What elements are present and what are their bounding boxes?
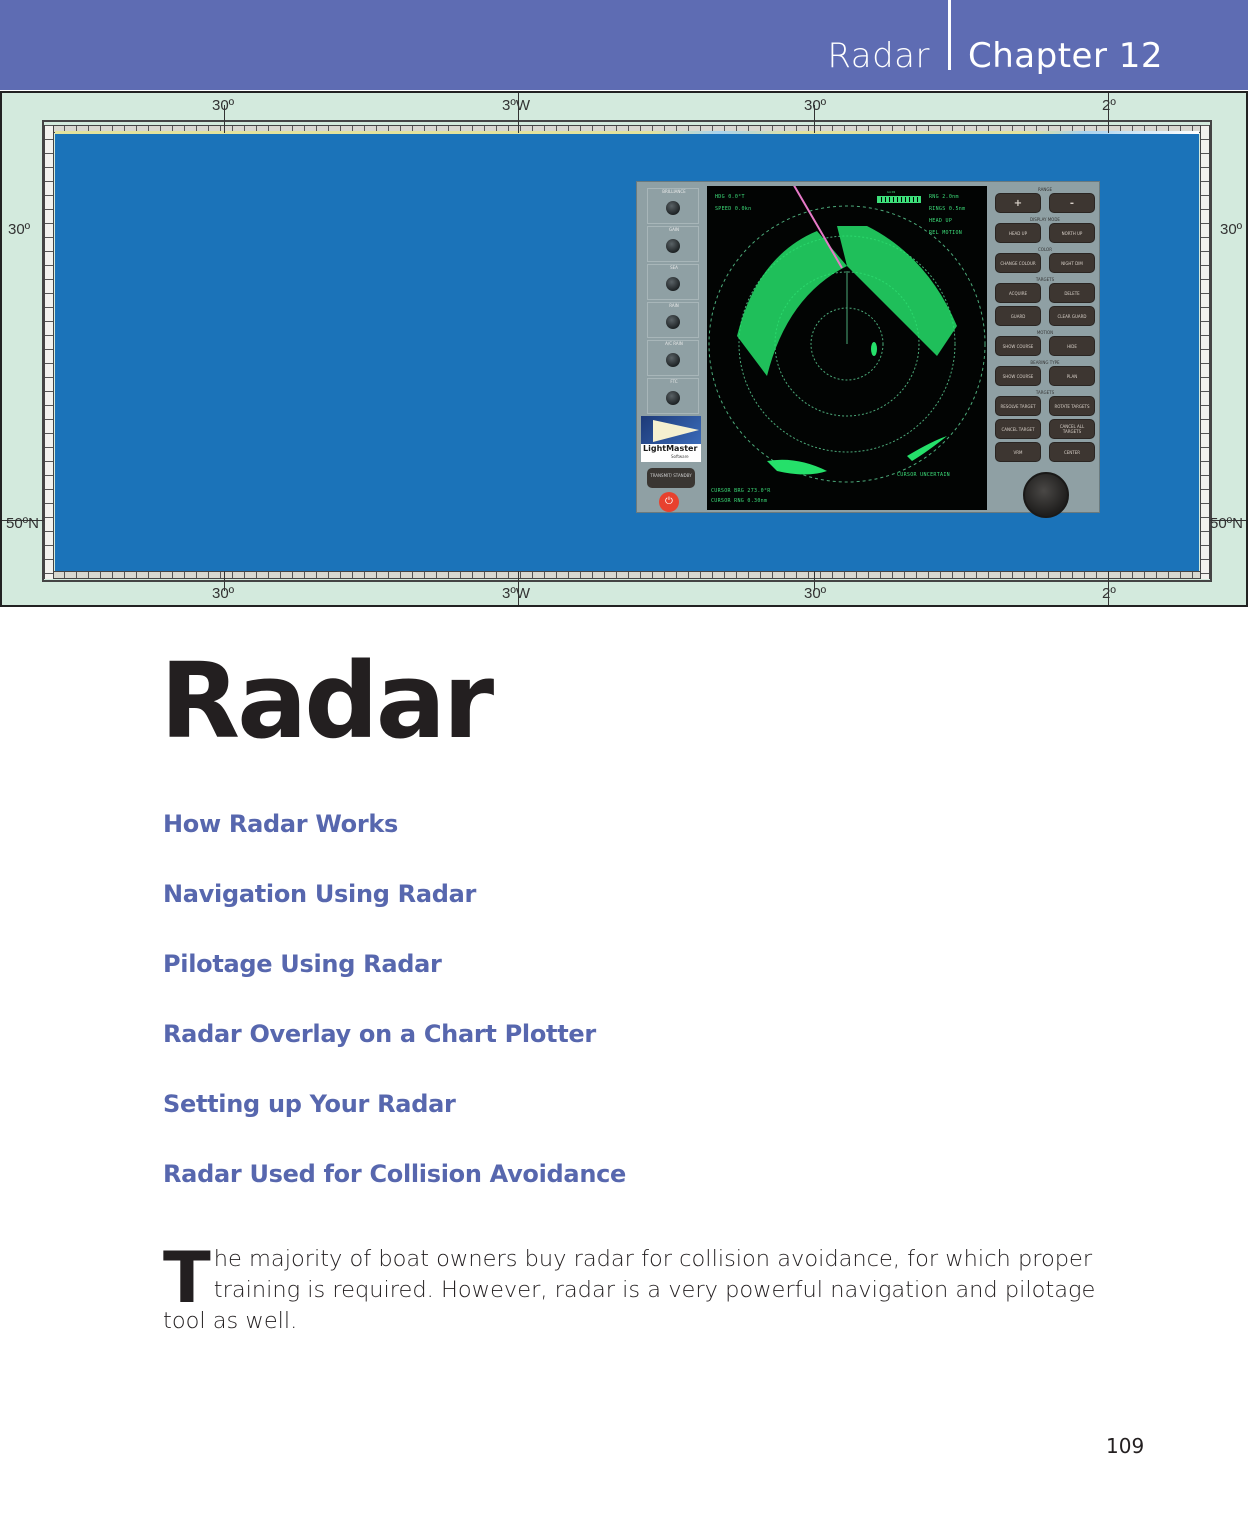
toc-item-pilotage-using-radar[interactable]: Pilotage Using Radar — [163, 950, 442, 978]
knob-icon — [666, 239, 680, 253]
chart-label-right-1: 30º — [1220, 221, 1243, 238]
logo-sub: Software — [671, 454, 689, 459]
toc-item-radar-overlay[interactable]: Radar Overlay on a Chart Plotter — [163, 1020, 596, 1048]
chapter-contents — [163, 808, 863, 1228]
chapter-figure — [0, 91, 1248, 607]
logo-name: LightMaster — [643, 444, 698, 453]
knob-label: FTC — [670, 379, 678, 384]
intro-text: he majority of boat owners buy radar for collision avoidance, for which proper training is required. However, radar is a very powerful navigation and pilotage tool as well. — [163, 1246, 1096, 1334]
chart-label-top-1: 30º — [212, 97, 235, 114]
status-readout: CURSOR UNCERTAIN — [897, 472, 950, 478]
resolve-target-button[interactable]: RESOLVE TARGET — [995, 396, 1041, 416]
chapter-title: Radar — [160, 640, 492, 762]
toc-item-collision-avoidance[interactable]: Radar Used for Collision Avoidance — [163, 1160, 627, 1188]
chart-label-top-3: 30º — [804, 97, 827, 114]
gain-bar — [877, 196, 921, 203]
trackball-control[interactable] — [1023, 472, 1069, 518]
power-icon: ⏻ — [665, 496, 673, 507]
group-label: TARGETS — [1035, 277, 1055, 282]
motion-readout: REL MOTION — [929, 230, 963, 236]
knob-sea[interactable] — [647, 264, 699, 300]
display-mode-readout: HEAD UP — [929, 218, 953, 224]
knob-icon — [666, 201, 680, 215]
show-course-button[interactable]: SHOW COURSE — [995, 336, 1041, 356]
knob-icon — [666, 353, 680, 367]
knob-brilliance[interactable] — [647, 188, 699, 224]
knob-label: A/C RAIN — [665, 341, 683, 346]
knob-label: BRILLIANCE — [662, 189, 686, 194]
knob-label: SEA — [670, 265, 678, 270]
bearing-course-button[interactable]: SHOW COURSE — [995, 366, 1041, 386]
chart-label-bottom-2: 3ºW — [502, 585, 530, 602]
chart-scale-left — [44, 125, 54, 579]
chart-scale-right — [1200, 125, 1210, 579]
range-plus-button[interactable]: + — [995, 193, 1041, 213]
cancel-all-targets-button[interactable]: CANCEL ALL TARGETS — [1049, 419, 1095, 439]
guard-button[interactable]: GUARD — [995, 306, 1041, 326]
chart-label-bottom-1: 30º — [212, 585, 235, 602]
drop-cap: T — [163, 1237, 211, 1319]
knob-icon — [666, 391, 680, 405]
chart-coastline — [55, 131, 1199, 134]
knob-label: RAIN — [669, 303, 679, 308]
head-up-button[interactable]: HEAD UP — [995, 223, 1041, 243]
toc-item-how-radar-works[interactable]: How Radar Works — [163, 810, 399, 838]
change-colour-button[interactable]: CHANGE COLOUR — [995, 253, 1041, 273]
group-label: BEARING TYPE — [1030, 360, 1060, 365]
lightmaster-logo — [641, 416, 701, 462]
knob-label: GAIN — [668, 227, 679, 232]
toc-item-setting-up-radar[interactable]: Setting up Your Radar — [163, 1090, 456, 1118]
plan-button[interactable]: PLAN — [1049, 366, 1095, 386]
group-label: DISPLAY MODE — [1030, 217, 1060, 222]
north-up-button[interactable]: NORTH UP — [1049, 223, 1095, 243]
chapter-header — [0, 0, 1248, 90]
cursor-range-readout: CURSOR RNG 0.30nm — [711, 498, 768, 504]
night-dim-button[interactable]: NIGHT DIM — [1049, 253, 1095, 273]
page-number: 109 — [1106, 1434, 1145, 1458]
running-head-chapter: Chapter 12 — [968, 36, 1164, 76]
chart-label-bottom-3: 30º — [804, 585, 827, 602]
center-button[interactable]: CENTER — [1049, 442, 1095, 462]
radar-console — [636, 181, 1100, 513]
running-head-section: Radar — [827, 36, 930, 76]
header-divider — [948, 0, 951, 70]
group-label: MOTION — [1036, 330, 1054, 335]
light-beam-icon — [653, 420, 699, 442]
rotate-targets-button[interactable]: ROTATE TARGETS — [1049, 396, 1095, 416]
transmit-standby-button[interactable]: TRANSMIT/ STANDBY — [647, 468, 695, 488]
chart-label-top-4: 2º — [1102, 97, 1116, 114]
knob-ac-rain[interactable] — [647, 340, 699, 376]
power-button[interactable] — [659, 492, 679, 512]
clear-guard-button[interactable]: CLEAR GUARD — [1049, 306, 1095, 326]
cursor-bearing-readout: CURSOR BRG 273.0°R — [711, 488, 771, 494]
chart-label-bottom-4: 2º — [1102, 585, 1116, 602]
chart-label-right-2: 50ºN — [1210, 515, 1243, 532]
rings-readout: RINGS 0.5nm — [929, 206, 966, 212]
group-label: COLOR — [1038, 247, 1052, 252]
chart-label-left-2: 50ºN — [6, 515, 39, 532]
hide-button[interactable]: HIDE — [1049, 336, 1095, 356]
knob-rain[interactable] — [647, 302, 699, 338]
toc-item-navigation-using-radar[interactable]: Navigation Using Radar — [163, 880, 477, 908]
radar-screen[interactable] — [707, 186, 987, 510]
knob-icon — [666, 277, 680, 291]
knob-gain[interactable] — [647, 226, 699, 262]
heading-readout: HDG 0.0°T — [715, 194, 745, 200]
knob-ftc[interactable] — [647, 378, 699, 414]
gain-label: GAIN — [887, 190, 896, 194]
intro-paragraph — [163, 1237, 1133, 1337]
acquire-button[interactable]: ACQUIRE — [995, 283, 1041, 303]
control-button-panel — [993, 186, 1097, 510]
group-label: RANGE — [1038, 187, 1052, 192]
chart-label-left-1: 30º — [8, 221, 31, 238]
group-label: TARGETS — [1035, 390, 1055, 395]
chart-label-top-2: 3ºW — [502, 97, 530, 114]
knob-icon — [666, 315, 680, 329]
range-readout: RNG 2.0nm — [929, 194, 959, 200]
range-minus-button[interactable]: - — [1049, 193, 1095, 213]
delete-button[interactable]: DELETE — [1049, 283, 1095, 303]
vrm-button[interactable]: VRM — [995, 442, 1041, 462]
knob-panel — [643, 188, 701, 410]
cancel-target-button[interactable]: CANCEL TARGET — [995, 419, 1041, 439]
speed-readout: SPEED 0.0kn — [715, 206, 752, 212]
